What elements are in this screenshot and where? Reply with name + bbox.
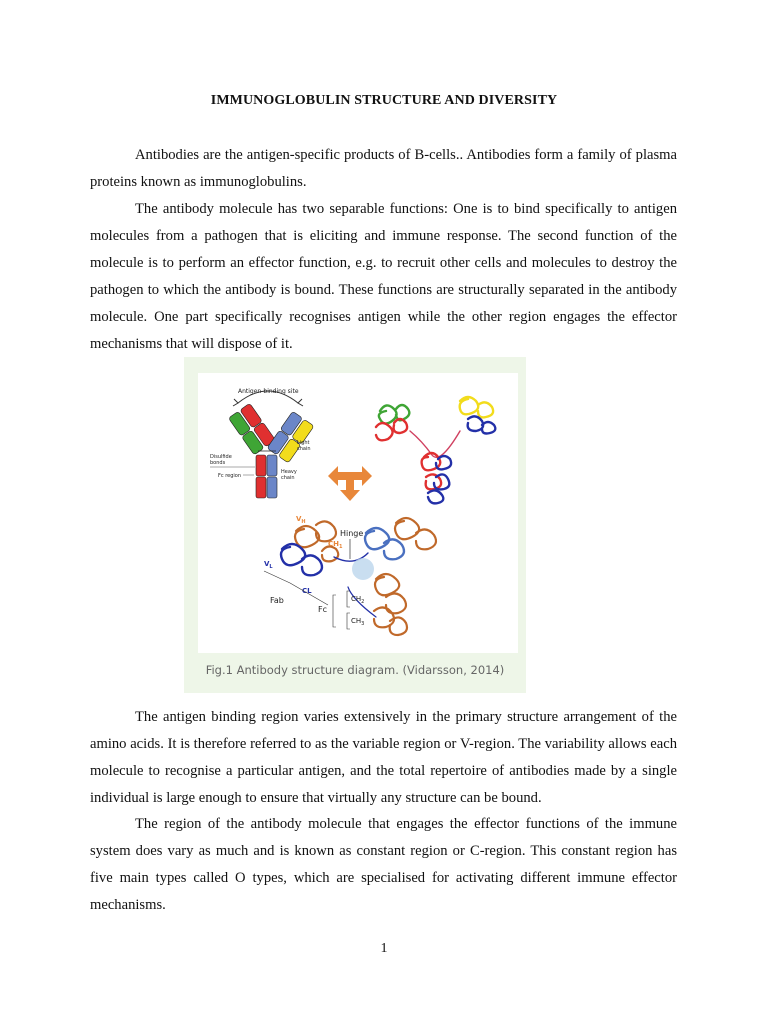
label-vl-sub: L [269, 564, 273, 570]
page-number: 1 [380, 941, 388, 956]
ribbon-structure-top [376, 397, 495, 503]
schematic-antibody [210, 388, 314, 498]
label-disulfide-1: Disulfide [210, 454, 232, 460]
label-fab: Fab [270, 596, 284, 605]
label-hinge: Hinge [340, 529, 364, 538]
label-ch1: CH [328, 540, 339, 548]
svg-text:VH [296, 515, 306, 525]
figure-image-area [198, 373, 518, 653]
paragraph-functions: The antibody molecule has two separable functions: One is to bind specifically to antigen molecules from a pathogen that is eliciting and immune response. The second function of the molecule is to perform an effector function, e.g. to recruit other cells and molecules to destroy the pathogen to which the antibody is bound. These functions are structurally separated in the antibody molecule. One part specifically recognises antigen while the other region engages the effector mechanisms that will dispose of it. [90, 201, 677, 352]
label-cl: CL [302, 587, 312, 595]
paragraph-variable-region: The antigen binding region varies extensively in the primary structure arrangement of the amino acids. It is therefore referred to as the variable region or V-region. The variability allows each molecule to recognise a particular antigen, and the total repertoire of antibodies made by a single individual is large enough to ensure that virtually any structure can be bound. [90, 709, 677, 806]
label-vh: V [296, 515, 302, 523]
label-heavy-chain-1: Heavy [281, 469, 297, 475]
label-fc-region: Fc region [218, 473, 242, 479]
label-light-chain-1: Light [297, 440, 310, 446]
label-vl: V [264, 560, 270, 568]
antibody-structure-diagram [198, 373, 518, 653]
label-ch3-sub: 3 [361, 621, 365, 627]
figure-caption: Fig.1 Antibody structure diagram. (Vidarsson, 2014) [205, 663, 505, 677]
antibody-figure [184, 357, 526, 693]
paragraph-intro: Antibodies are the antigen-specific products of B-cells.. Antibodies form a family of plasma proteins known as immunoglobulins. [90, 147, 677, 190]
label-fc: Fc [318, 605, 327, 614]
label-ch1-sub: 1 [339, 544, 343, 550]
label-light-chain-2: chain [297, 446, 311, 452]
label-disulfide-2: bonds [210, 460, 226, 466]
orange-arrow-icon [328, 466, 372, 501]
label-ch2: CH [351, 595, 362, 603]
svg-text:CH2 [351, 595, 364, 605]
ribbon-labels [264, 515, 364, 629]
svg-text:VL [264, 560, 273, 570]
paragraph-constant-region: The region of the antibody molecule that engages the effector functions of the immune system does vary as much and is known as constant region or C-region. This constant region has five main types called O types, which are specialised for activating different immune effector mechanisms. [90, 816, 677, 913]
label-ch2-sub: 2 [361, 599, 365, 605]
svg-text:CH3 [351, 617, 364, 627]
label-antigen-binding-site: Antigen-binding site [238, 388, 299, 395]
label-ch3: CH [351, 617, 362, 625]
label-heavy-chain-2: chain [281, 475, 295, 481]
label-vh-sub: H [301, 519, 306, 525]
document-title: IMMUNOGLOBULIN STRUCTURE AND DIVERSITY [210, 93, 558, 108]
